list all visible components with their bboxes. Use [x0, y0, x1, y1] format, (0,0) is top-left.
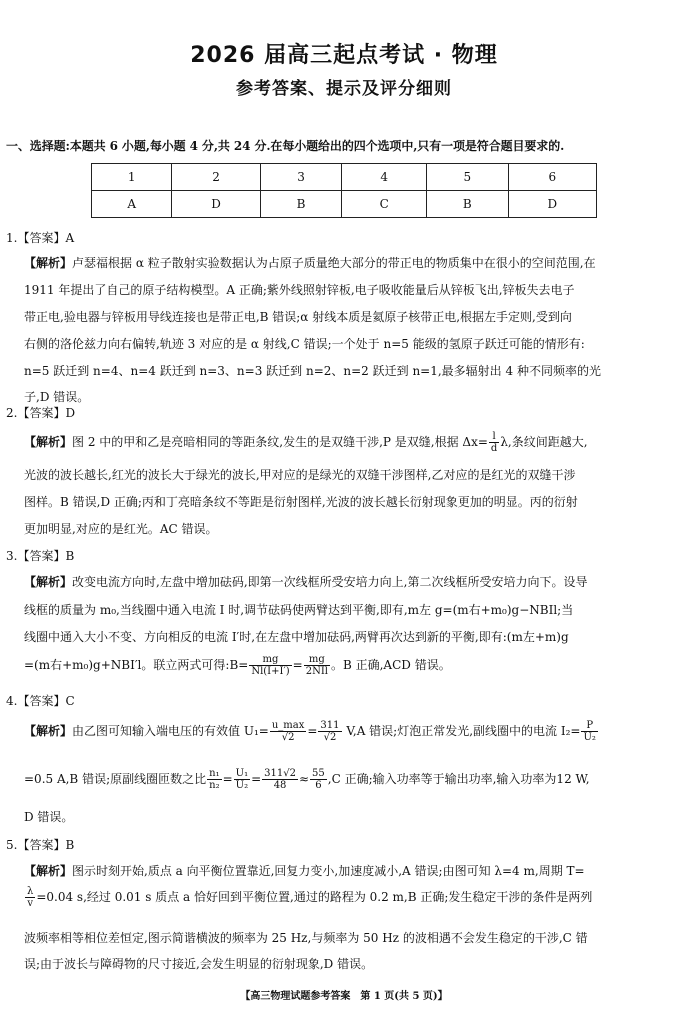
table-row-numbers	[92, 164, 597, 191]
fraction-den: n₂	[209, 780, 220, 791]
q3-line-4	[24, 654, 674, 677]
q4-text-2b: ,C 正确;输入功率等于输出功率,输入功率为12 W,	[327, 772, 590, 786]
q1-line-2: 1911 年提出了自己的原子结构模型。A 正确;紫外线照射锌板,电子吸收能量后从锌板飞出,锌板失去电子	[24, 283, 575, 297]
q2-line-4: 更加明显,对应的是红光。AC 错误。	[24, 522, 218, 536]
table-cell: A	[92, 191, 172, 218]
fraction-num: U₁	[235, 768, 249, 779]
q5-line-1	[24, 864, 674, 878]
table-cell: B	[427, 191, 509, 218]
fraction-den: 2NIl	[305, 666, 328, 677]
analysis-tag: 【解析】	[24, 724, 73, 738]
equals: =	[222, 772, 233, 786]
fraction	[25, 886, 35, 909]
approx: ≈	[298, 772, 310, 786]
fraction-num: mg	[249, 654, 291, 666]
fraction	[270, 720, 307, 743]
q4-line-3: D 错误。	[24, 810, 74, 824]
q1-line-3: 带正电,验电器与锌板用导线连接也是带正电,B 错误;α 射线本质是氦原子核带正电,根据左手定则,受到向	[24, 310, 572, 324]
q5-text-1: 图示时刻开始,质点 a 向平衡位置靠近,回复力变小,加速度减小,A 错误;由图可知 λ=4 m,周期 T=	[72, 864, 585, 878]
q1-line-4: 右侧的洛伦兹力向右偏转,轨迹 3 对应的是 α 射线,C 错误;一个处于 n=5 能级的氢原子跃迁可能的情形有:	[24, 337, 585, 351]
fraction-den: U₂	[235, 780, 249, 791]
equals: =	[307, 724, 318, 738]
analysis-tag: 【解析】	[24, 256, 73, 270]
q2-line-3: 图样。B 错误,D 正确;丙和丁亮暗条纹不等距是衍射图样,光波的波长越长衍射现象更加的明显。丙的衍射	[24, 495, 578, 509]
table-cell: B	[260, 191, 342, 218]
q3-line-3: 线圈中通入大小不变、方向相反的电流 I′时,在左盘中增加砝码,两臂再次达到新的平衡,即有:(m左+m)g	[24, 630, 569, 644]
table-cell: 5	[427, 164, 509, 191]
q1-line-5: n=5 跃迁到 n=4、n=4 跃迁到 n=3、n=3 跃迁到 n=2、n=2 跃迁到 n=1,最多辐射出 4 种不同频率的光	[24, 364, 601, 378]
fraction-num: λ	[27, 886, 34, 897]
fraction-num: 311√2	[264, 768, 296, 779]
page-title: 2026 届高三起点考试 · 物理	[190, 43, 498, 68]
fraction-den: √2	[323, 732, 337, 743]
table-cell: 2	[172, 164, 260, 191]
section-heading: 一、选择题:本题共 6 小题,每小题 4 分,共 24 分.在每小题给出的四个选项中,只有一项是符合题目要求的.	[6, 139, 565, 153]
fraction-num: 55	[312, 768, 325, 779]
equals: =	[251, 772, 262, 786]
q1-answer: 1.【答案】A	[6, 231, 75, 245]
fraction	[249, 654, 291, 677]
page-footer: 【高三物理试题参考答案 第 1 页(共 5 页)】	[240, 991, 448, 1002]
q4-text-1b: V,A 错误;灯泡正常发光,副线圈中的电流 I₂=	[342, 724, 581, 738]
fraction-num: n₁	[209, 768, 220, 779]
fraction-den: 48	[273, 780, 287, 791]
table-cell: 6	[508, 164, 596, 191]
fraction	[262, 768, 298, 791]
q3-text-4a: =(m右+m₀)g+NBI′l。联立两式可得:B=	[24, 658, 249, 672]
table-cell: D	[508, 191, 596, 218]
q3-text-1: 改变电流方向时,左盘中增加砝码,即第一次线框所受安培力向上,第二次线框所受安培力向下。设导	[72, 575, 588, 589]
table-cell: 1	[92, 164, 172, 191]
fraction-num: mg	[304, 654, 330, 666]
analysis-tag: 【解析】	[24, 864, 73, 878]
table-cell: C	[342, 191, 427, 218]
analysis-tag: 【解析】	[24, 575, 73, 589]
q2-text-1a: 图 2 中的甲和乙是亮暗相同的等距条纹,发生的是双缝干涉,P 是双缝,根据 Δx=	[72, 435, 488, 449]
q3-line-1	[24, 575, 674, 589]
fraction	[318, 720, 341, 743]
table-cell: 4	[342, 164, 427, 191]
answer-table	[91, 163, 597, 218]
fraction-den: √2	[281, 732, 295, 743]
q1-line-1	[24, 256, 674, 270]
q2-text-1b: λ,条纹间距越大,	[500, 435, 588, 449]
fraction	[310, 768, 327, 791]
table-cell: 3	[260, 164, 342, 191]
q5-line-4: 误;由于波长与障碍物的尺寸接近,会发生明显的衍射现象,D 错误。	[24, 957, 374, 971]
q2-line-2: 光波的波长越长,红光的波长大于绿光的波长,甲对应的是绿光的双缝干涉图样,乙对应的是红光的双缝干涉	[24, 468, 576, 482]
q4-answer: 4.【答案】C	[6, 694, 75, 708]
q1-text-1: 卢瑟福根据 α 粒子散射实验数据认为占原子质量绝大部分的带正电的物质集中在很小的空间范围,在	[72, 256, 596, 270]
fraction-den: Nl(I+I′)	[251, 666, 290, 677]
q3-answer: 3.【答案】B	[6, 549, 75, 563]
table-row-answers	[92, 191, 597, 218]
q4-line-2	[24, 768, 674, 791]
fraction-num: 311	[320, 720, 340, 731]
q5-line-2	[24, 886, 674, 909]
q4-text-2a: =0.5 A,B 错误;原副线圈匝数之比	[24, 772, 207, 786]
fraction-den: U₂	[583, 732, 596, 743]
analysis-tag: 【解析】	[24, 435, 73, 449]
fraction-den: v	[27, 898, 33, 909]
table-cell: D	[172, 191, 260, 218]
fraction	[581, 720, 597, 743]
fraction-num: P	[581, 720, 597, 732]
fraction-den: 6	[315, 780, 322, 791]
equals: =	[292, 658, 303, 672]
fraction	[489, 431, 499, 454]
fraction	[207, 768, 221, 791]
q4-line-1	[24, 720, 674, 743]
page-subtitle: 参考答案、提示及评分细则	[236, 79, 452, 99]
q5-answer: 5.【答案】B	[6, 838, 75, 852]
fraction-den: d	[490, 443, 498, 454]
q5-line-3: 波频率相等相位差恒定,图示简谐横波的频率为 25 Hz,与频率为 50 Hz 的波相遇不会发生稳定的干涉,C 错	[24, 931, 588, 945]
q1-line-6: 子,D 错误。	[24, 390, 90, 404]
q4-text-1a: 由乙图可知输入端电压的有效值 U₁=	[72, 724, 269, 738]
fraction	[234, 768, 250, 791]
q2-line-1	[24, 431, 674, 454]
q5-text-2: =0.04 s,经过 0.01 s 质点 a 恰好回到平衡位置,通过的路程为 0.2 m,B 正确;发生稳定干涉的条件是两列	[36, 890, 593, 904]
fraction-num: u_max	[271, 720, 305, 731]
q3-line-2: 线框的质量为 m₀,当线圈中通入电流 I 时,调节砝码使两臂达到平衡,即有,m左 g=(m右+m₀)g−NBIl;当	[24, 603, 574, 617]
fraction-num: l	[489, 431, 499, 443]
q3-text-4b: 。B 正确,ACD 错误。	[330, 658, 451, 672]
q2-answer: 2.【答案】D	[6, 406, 76, 420]
fraction	[304, 654, 330, 677]
